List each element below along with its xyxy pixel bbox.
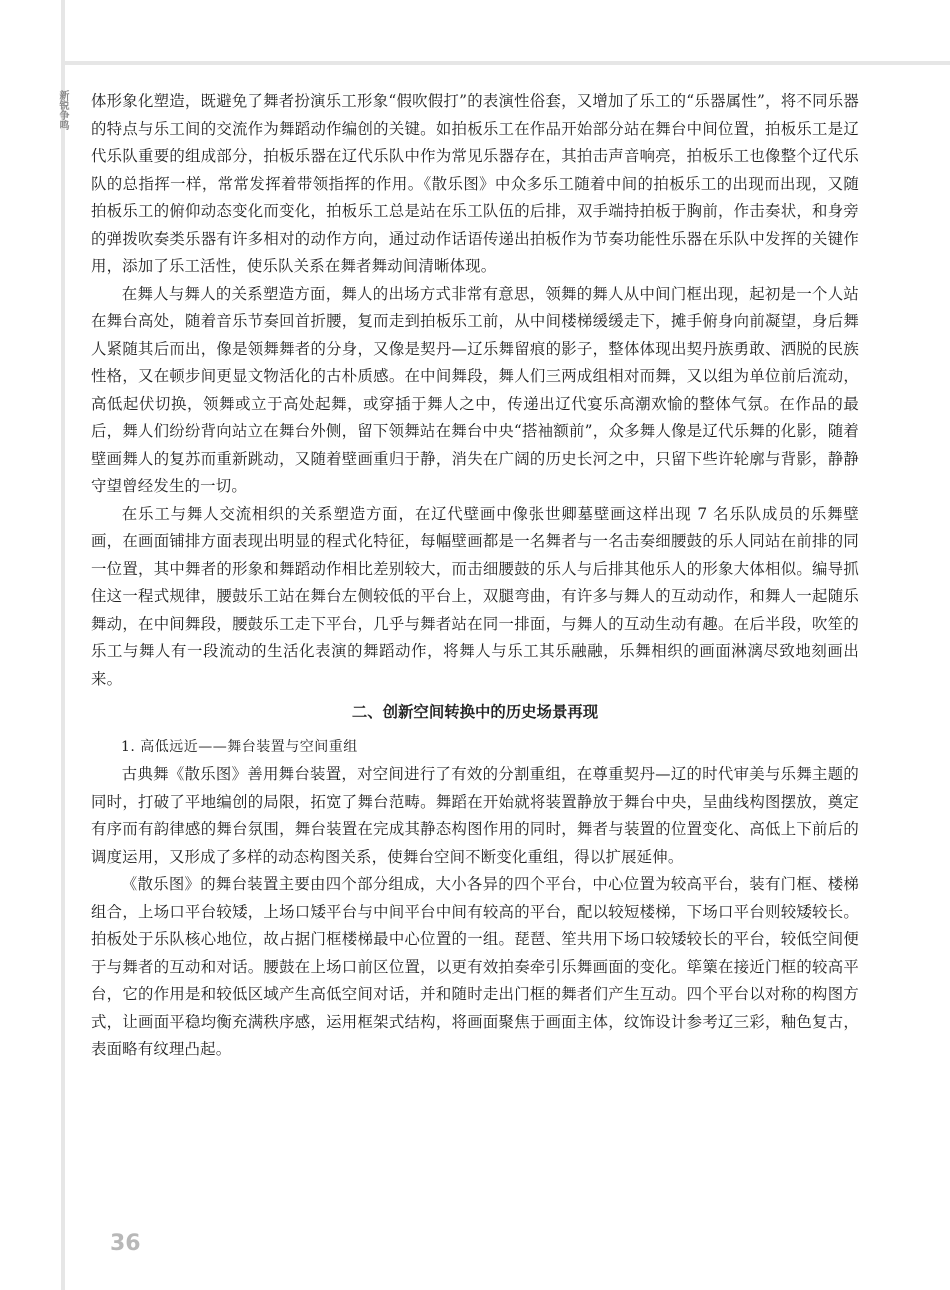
section-heading: 二、创新空间转换中的历史场景再现: [351, 703, 599, 721]
paragraph: 在舞人与舞人的关系塑造方面，舞人的出场方式非常有意思，领舞的舞人从中间门框出现，起初是一个人站在舞台高处，随着音乐节奏回首折腰，复而走到拍板乐工前，从中间楼梯缓缓走下，摊手俯身向前凝望，身后舞人紧随其后而出，像是领舞舞者的分身，又像是契丹—辽乐舞留痕的影子，整体体现出契丹族勇敢、洒脱的民族性格，又在顿步间更显文物活化的古朴质感。在中间舞段，舞人们三两成组相对而舞，又以组为单位前后流动，高低起伏切换，领舞或立于高处起舞，或穿插于舞人之中，传递出辽代宴乐高潮欢愉的整体气氛。在作品的最后，舞人们纷纷背向站立在舞台外侧，留下领舞站在舞台中央“搭袖额前”，众多舞人像是辽代乐舞的化影，随着壁画舞人的复苏而重新跳动，又随着壁画重归于静，消失在广阔的历史长河之中，只留下些许轮廓与背影，静静守望曾经发生的一切。: [91, 284, 859, 495]
paragraph: 体形象化塑造，既避免了舞者扮演乐工形象“假吹假打”的表演性俗套，又增加了乐工的“乐器属性”，将不同乐器的特点与乐工间的交流作为舞蹈动作编创的关键。如拍板乐工在作品开始部分站在舞台中间位置，拍板乐工是辽代乐队重要的组成部分，拍板乐器在辽代乐队中作为常见乐器存在，其拍击声音响亮，拍板乐工也像整个辽代乐队的总指挥一样，常常发挥着带领指挥的作用。《散乐图》中众多乐工随着中间的拍板乐工的出现而出现，又随拍板乐工的俯仰动态变化而变化，拍板乐工总是站在乐工队伍的后排，双手端持拍板于胸前，作击奏状，和身旁的弹拨吹奏类乐器有许多相对的动作方向，通过动作话语传递出拍板作为节奏功能性乐器在乐队中发挥的关键作用，添加了乐工活性，使乐队关系在舞者舞动间清晰体现。: [91, 92, 859, 275]
sub-heading: 1. 高低远近——舞台装置与空间重组: [121, 739, 358, 755]
paragraph: 在乐工与舞人交流相织的关系塑造方面，在辽代壁画中像张世卿墓壁画这样出现 7 名乐队成员的乐舞壁画，在画面铺排方面表现出明显的程式化特征，每幅壁画都是一名舞者与一名击奏细腰鼓的乐人同站在前排的同一位置，其中舞者的形象和舞蹈动作相比差别较大，而击细腰鼓的乐人与后排其他乐人的形象大体相似。编导抓住这一程式规律，腰鼓乐工站在舞台左侧较低的平台上，双腿弯曲，有许多与舞人的互动动作，和舞人一起随乐舞动，在中间舞段，腰鼓乐工走下平台，几乎与舞者站在同一排面，与舞人的互动生动有趣。在后半段，吹笙的乐工与舞人有一段流动的生活化表演的舞蹈动作，将舞人与乐工其乐融融，乐舞相织的画面淋漓尽致地刻画出来。: [91, 504, 859, 688]
page-number: 36: [110, 1231, 141, 1256]
top-margin: [63, 0, 950, 63]
header-rule: [63, 61, 950, 65]
margin-rule: [61, 0, 65, 1290]
paragraph: 《散乐图》的舞台装置主要由四个部分组成，大小各异的四个平台，中心位置为较高平台，装有门框、楼梯组合，上场口平台较矮，上场口矮平台与中间平台中间有较高的平台，配以较短楼梯，下场口平台则较矮较长。拍板处于乐队核心地位，故占据门框楼梯最中心位置的一组。琵琶、笙共用下场口较矮较长的平台，较低空间便于与舞者的互动和对话。腰鼓在上场口前区位置，以更有效拍奏牵引乐舞画面的变化。筚篥在接近门框的较高平台，它的作用是和较低区域产生高低空间对话，并和随时走出门框的舞者们产生互动。四个平台以对称的构图方式，让画面平稳均衡充满秩序感，运用框架式结构，将画面聚焦于画面主体，纹饰设计参考辽三彩，釉色复古，表面略有纹理凸起。: [91, 875, 859, 1058]
paragraph: 古典舞《散乐图》善用舞台装置，对空间进行了有效的分割重组，在尊重契丹—辽的时代审美与乐舞主题的同时，打破了平地编创的局限，拓宽了舞台范畴。舞蹈在开始就将装置静放于舞台中央，呈曲线构图摆放，奠定有序而有韵律感的舞台氛围，舞台装置在完成其静态构图作用的同时，舞者与装置的位置变化、高低上下前后的调度运用，又形成了多样的动态构图关系，使舞台空间不断变化重组，得以扩展延伸。: [91, 765, 859, 866]
article-body: [91, 88, 859, 1064]
column-label: 新锐争鸣: [57, 90, 68, 130]
